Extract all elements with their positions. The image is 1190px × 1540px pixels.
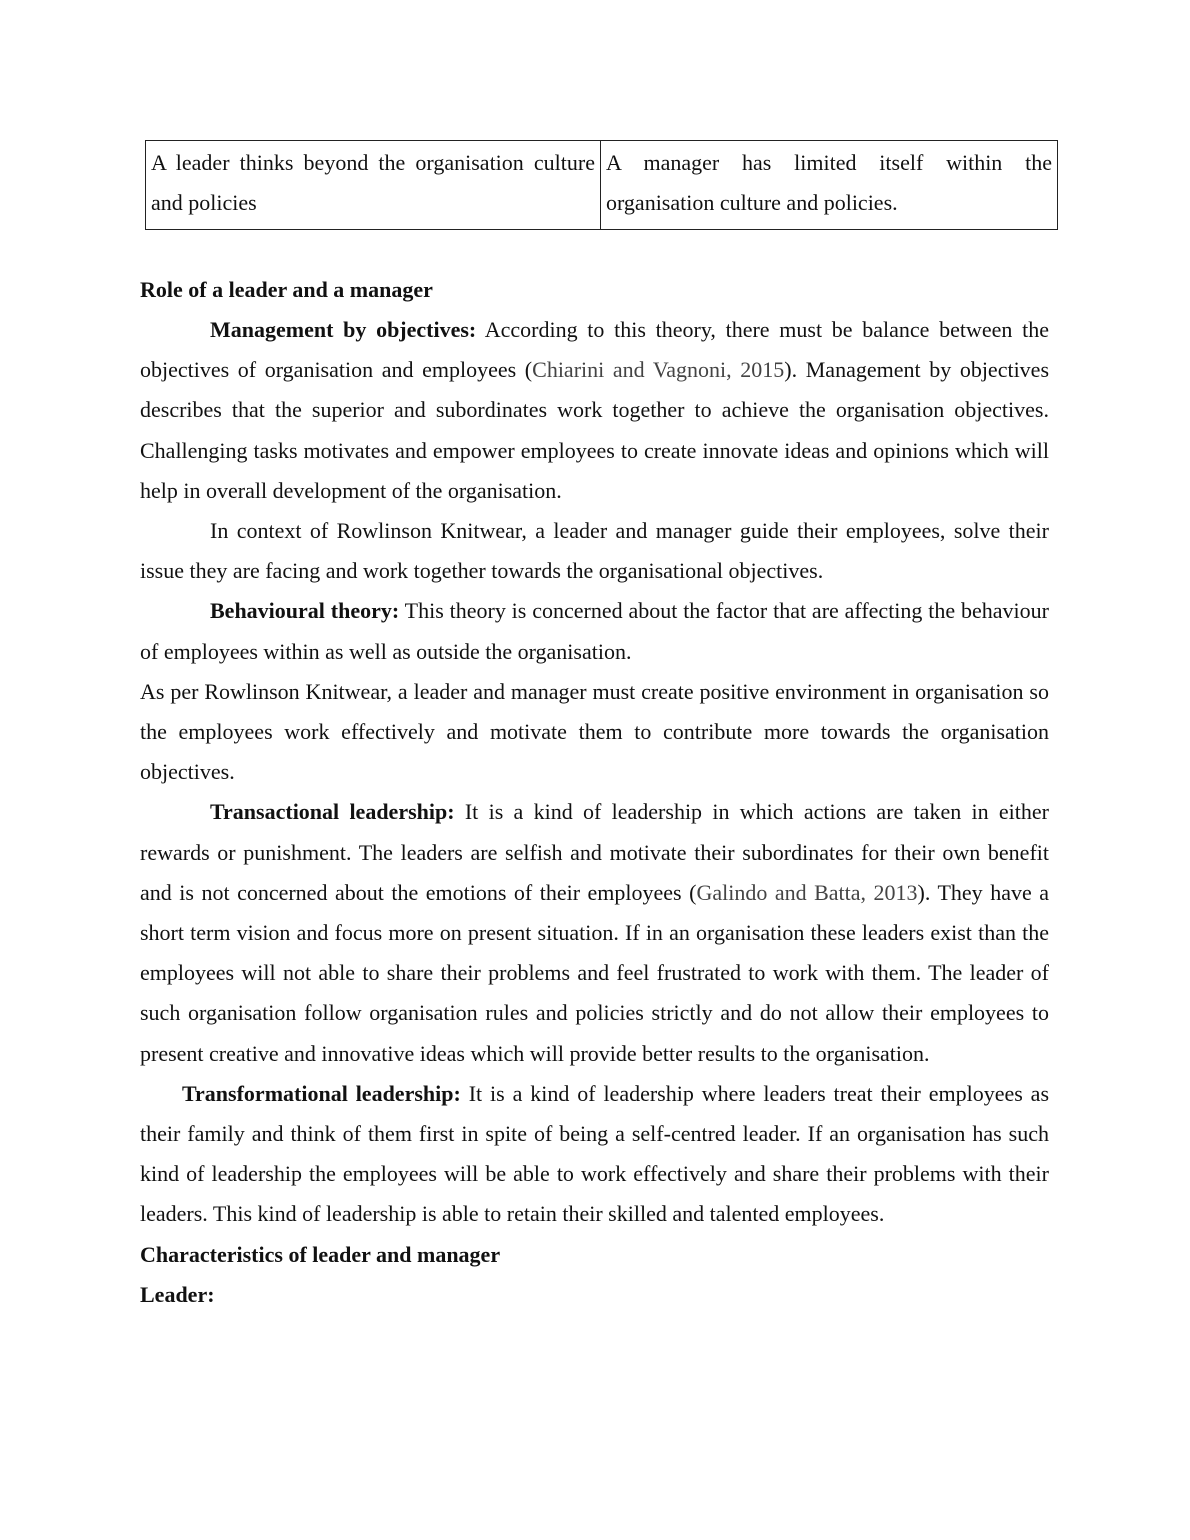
table-row — [146, 141, 1058, 230]
transactional-text-2: ). They have a short term vision and focus more on present situation. If in an organisation these leaders exist than the employees will not able to share their problems and feel frustrated to work with them. The leader of such organisation follow organisation rules and policies strictly and do not allow their employees to present creative and innovative ideas which will provide better results to the organisation. — [140, 879, 1049, 1066]
paragraph-behavioural-context: As per Rowlinson Knitwear, a leader and manager must create positive environment in organisation so the employees work effectively and motivate them to contribute more towards the organisation objectives. — [140, 678, 1049, 785]
subsection-title-leader: Leader: — [140, 1281, 215, 1307]
paragraph-behavioural-theory — [140, 591, 1049, 671]
mbo-text-1: According to this theory, there must be balance between the objectives of organisation and employees ( — [140, 317, 1049, 383]
section-title-characteristics: Characteristics of leader and manager — [140, 1241, 501, 1267]
leader-manager-comparison-table — [145, 140, 1058, 230]
paragraph-mbo-context: In context of Rowlinson Knitwear, a leader and manager guide their employees, solve their issue they are facing and work together towards the organisational objectives. — [140, 518, 1049, 584]
behavioural-label: Behavioural theory: — [210, 598, 400, 624]
paragraph-transformational-leadership — [140, 1074, 1049, 1235]
transformational-label: Transformational leadership: — [182, 1080, 461, 1106]
mbo-label: Management by objectives: — [210, 317, 477, 342]
document-page — [140, 140, 1052, 1315]
paragraph-transactional-leadership — [140, 792, 1049, 1073]
transactional-text-1: It is a kind of leadership in which actions are taken in either rewards or punishment. The leaders are selfish and motivate their subordinates for their own benefit and is not concerned about the emotions of their employees ( — [140, 799, 1049, 905]
mbo-citation: Chiarini and Vagnoni, 2015 — [532, 357, 785, 383]
transactional-citation: Galindo and Batta, 2013 — [696, 879, 918, 905]
transformational-text: It is a kind of leadership where leaders treat their employees as their family and think of them first in spite of being a self-centred leader. If an organisation has such kind of leadership the employees will be able to work effectively and share their problems with their leaders. This kind of leadership is able to retain their skilled and talented employees. — [140, 1080, 1050, 1227]
transactional-label: Transactional leadership: — [210, 799, 455, 825]
section-title-role: Role of a leader and a manager — [140, 277, 433, 302]
mbo-text-2: ). Management by objectives describes that the superior and subordinates work together to achieve the organisation objectives. Challenging tasks motivates and empower employees to create innovate ideas and opinions which will help in overall development of the organisation. — [140, 357, 1050, 503]
paragraph-management-by-objectives — [140, 310, 1049, 511]
manager-cell: A manager has limited itself within the organisation culture and policies. — [601, 141, 1058, 230]
behavioural-text: This theory is concerned about the factor that are affecting the behaviour of employees within as well as outside the organisation. — [140, 598, 1049, 664]
leader-cell: A leader thinks beyond the organisation culture and policies — [146, 141, 601, 230]
